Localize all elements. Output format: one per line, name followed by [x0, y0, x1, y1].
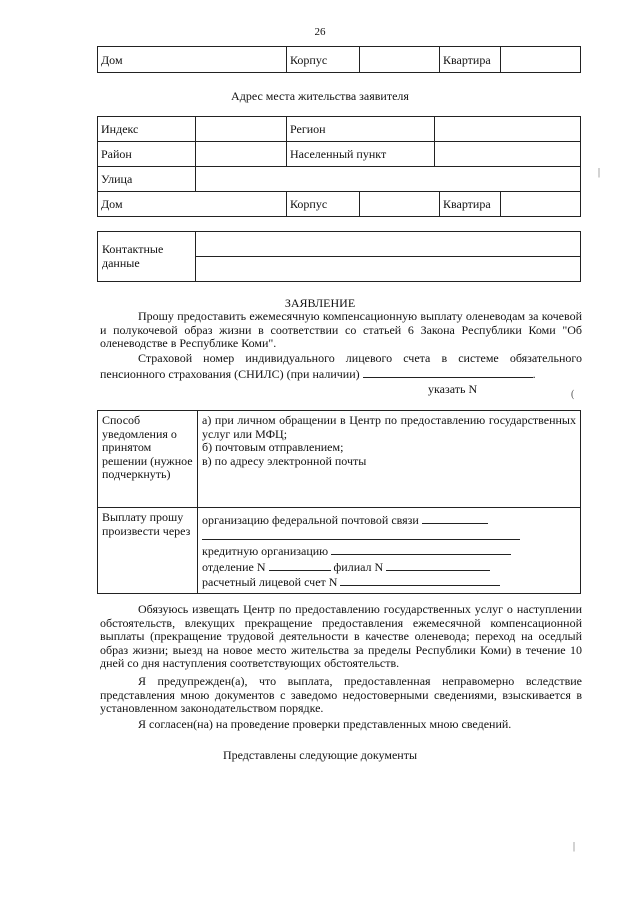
- region-label: Регион: [287, 117, 435, 142]
- dom-label: Дом: [98, 47, 287, 73]
- statement-text: Прошу предоставить ежемесячную компенсационную выплату оленеводам за кочевой и полукочевой образ жизни в соответствии со статьей 6 Закона Республики Коми "Об оленеводстве в Республике Коми".: [100, 309, 582, 350]
- stray-mark: (: [571, 389, 575, 400]
- snils-hint: указать N: [428, 382, 478, 396]
- notify-option-a[interactable]: а) при личном обращении в Центр по предоставлению государственных услуг или МФЦ;: [202, 413, 576, 441]
- payment-filial-label: филиал N: [333, 559, 384, 574]
- payment-account-label: расчетный лицевой счет N: [202, 575, 338, 589]
- residence-address-table: [97, 116, 581, 192]
- obligation-text: Обязуюсь извещать Центр по предоставлению государственных услуг о наступлении обстоятельств, влекущих прекращение предоставления ежемесячной компенсационной выплаты (прекращение трудовой деятельности в качестве оленевода; переход на оседлый образ жизни; выезд на новое место жительства за пределы Республики Коми) в течение 10 дней со дня наступления соответствующих обстоятельств.: [100, 602, 582, 670]
- payment-filial-field[interactable]: [386, 559, 490, 571]
- notify-option-b[interactable]: б) почтовым отправлением;: [202, 440, 344, 454]
- korpus-field[interactable]: [360, 47, 440, 73]
- korpus-label: Корпус: [287, 47, 360, 73]
- index-field[interactable]: [196, 117, 287, 142]
- payment-post-field[interactable]: [422, 512, 488, 524]
- residence-dom-label: Дом: [98, 192, 287, 217]
- payment-label: Выплату прошу произвести через: [98, 508, 198, 594]
- obligation-paragraph: [100, 603, 582, 671]
- residence-heading: Адрес места жительства заявителя: [231, 89, 409, 103]
- contacts-field-2[interactable]: [196, 257, 581, 282]
- top-address-table: [97, 46, 581, 73]
- notify-payment-table: [97, 410, 581, 594]
- notify-option-c[interactable]: в) по адресу электронной почты: [202, 453, 367, 468]
- payment-credit-field[interactable]: [331, 543, 511, 555]
- notify-options: [198, 411, 581, 508]
- stray-mark: |: [598, 167, 601, 178]
- residence-korpus-field[interactable]: [360, 192, 440, 217]
- payment-credit-label: кредитную организацию: [202, 544, 329, 558]
- kvartira-field[interactable]: [501, 47, 581, 73]
- statement-paragraph: [100, 310, 582, 351]
- warning-paragraph: [100, 675, 582, 716]
- residence-kvartira-field[interactable]: [501, 192, 581, 217]
- residence-korpus-label: Корпус: [287, 192, 360, 217]
- rayon-field[interactable]: [196, 142, 287, 167]
- index-label: Индекс: [98, 117, 196, 142]
- contacts-label: Контактные данные: [98, 232, 196, 282]
- payment-branch-label: отделение N: [202, 559, 266, 574]
- notify-label: Способ уведомления о принятом решении (нужное подчеркнуть): [98, 411, 198, 508]
- contacts-table: [97, 231, 581, 282]
- warning-text: Я предупрежден(а), что выплата, предоставленная неправомерно вследствие представления мною документов с заведомо недостоверными сведениями, взыскивается в установленном законодательством порядке.: [100, 674, 582, 715]
- payment-post-label: организацию федеральной почтовой связи: [202, 513, 419, 527]
- residence-house-table: [97, 191, 581, 217]
- snils-paragraph: Страховой номер индивидуального лицевого счета в системе обязательного пенсионного страхования (СНИЛС) (при наличии) .: [100, 351, 582, 381]
- payment-account-field[interactable]: [340, 574, 500, 586]
- region-field[interactable]: [435, 117, 581, 142]
- payment-branch-field[interactable]: [269, 559, 331, 571]
- consent-paragraph: [100, 718, 582, 732]
- snils-text: Страховой номер индивидуального лицевого счета в системе обязательного пенсионного страхования (СНИЛС) (при наличии): [100, 351, 582, 381]
- payment-post-field-2[interactable]: [202, 528, 520, 540]
- punkt-field[interactable]: [435, 142, 581, 167]
- ulitsa-field[interactable]: [196, 167, 581, 192]
- kvartira-label: Квартира: [440, 47, 501, 73]
- ulitsa-label: Улица: [98, 167, 196, 192]
- page-number: 26: [314, 26, 326, 38]
- rayon-label: Район: [98, 142, 196, 167]
- residence-kvartira-label: Квартира: [440, 192, 501, 217]
- consent-text: Я согласен(на) на проведение проверки представленных мною сведений.: [138, 717, 512, 731]
- documents-heading: Представлены следующие документы: [222, 748, 418, 762]
- payment-options: [198, 508, 581, 594]
- snils-field[interactable]: [363, 366, 533, 378]
- stray-mark: |: [573, 841, 576, 852]
- statement-title: ЗАЯВЛЕНИЕ: [284, 296, 356, 310]
- contacts-field-1[interactable]: [196, 232, 581, 257]
- punkt-label: Населенный пункт: [287, 142, 435, 167]
